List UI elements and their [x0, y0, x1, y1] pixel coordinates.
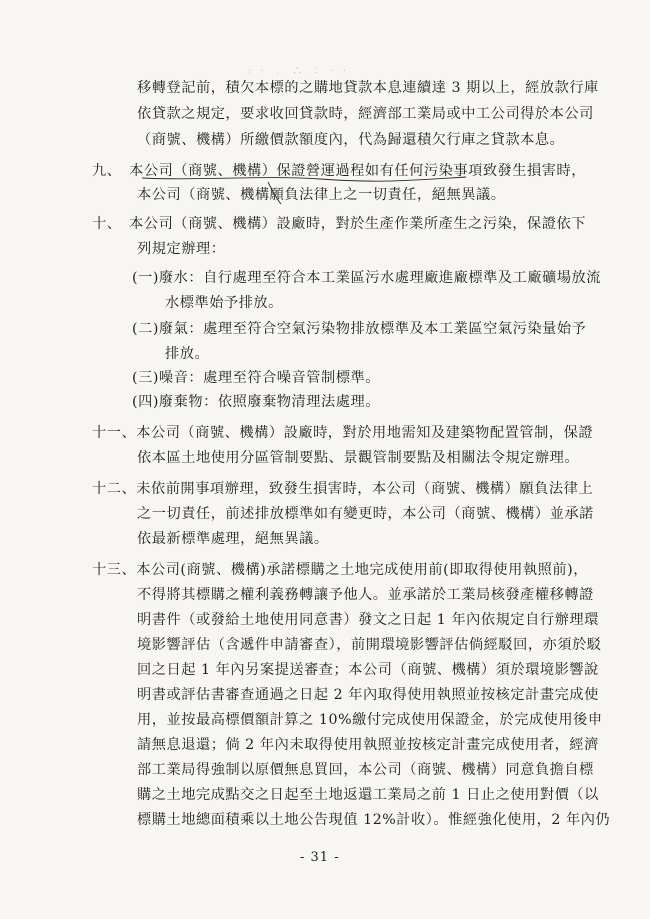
clause-13-line-10: 購之土地完成點交之日起至土地返還工業局之前 1 日止之使用對價（以 — [137, 787, 599, 803]
clause-13-line-4: 境影響評估（含遞件申請審查），前開環境影響評估倘經駁回，亦須於駁 — [137, 637, 602, 653]
clause-13-line-1: 十三、本公司(商號、機構)承諾標購之土地完成使用前(即取得使用執照前)， — [92, 562, 588, 578]
clause-11-line-1: 十一、本公司（商號、機構）設廠時，對於用地需知及建築物配置管制，保證 — [92, 425, 594, 441]
handwritten-underline — [140, 172, 470, 206]
text-line: 依貸款之規定，要求收回貸款時，經濟部工業局或中工公司得於本公司 — [137, 106, 594, 122]
clause-13-line-2: 不得將其標購之權利義務轉讓予他人。並承諾於工業局核發產權移轉證 — [137, 587, 594, 603]
clause-13-line-9: 部工業局得強制以原價無息買回，本公司（商號、機構）同意負擔自標 — [137, 762, 594, 778]
subclause-wastewater: (一)廢水：自行處理至符合本工業區污水處理廠進廠標準及工廠礦場放流 — [132, 270, 602, 286]
page-number: - 31 - — [300, 850, 340, 865]
clause-12-line-1: 十二、未依前開事項辦理，致發生損害時，本公司（商號、機構）願負法律上 — [92, 481, 594, 497]
subclause-waste: (四)廢棄物：依照廢棄物清理法處理。 — [132, 394, 380, 410]
clause-13-line-3: 明書件（或發給土地使用同意書）發文之日起 1 年內依規定自行辦理環 — [137, 612, 599, 628]
text-line: 移轉登記前，積欠本標的之購地貸款本息連續達 3 期以上，經放款行庫 — [137, 80, 599, 96]
clause-13-line-11: 標購土地總面積乘以土地公告現值 12%計收）。惟經強化使用，2 年內仍 — [137, 812, 611, 828]
clause-11-line-2: 依本區土地使用分區管制要點、景觀管制要點及相關法令規定辦理。 — [137, 450, 580, 466]
subclause-noise: (三)噪音：處理至符合噪音管制標準。 — [132, 370, 380, 386]
clause-13-line-6: 明書或評估書審查通過之日起 2 年內取得使用執照並按核定計畫完成使 — [137, 687, 599, 703]
subclause-exhaust: (二)廢氣：處理至符合空氣污染物排放標準及本工業區空氣污染量始予 — [132, 321, 587, 337]
clause-13-line-5: 回之日起 1 年內另案提送審查；本公司（商號、機構）須於環境影響說 — [137, 662, 599, 678]
clause-13-line-8: 請無息退還；倘 2 年內未取得使用執照並按核定計畫完成使用者，經濟 — [137, 737, 599, 753]
clause-12-line-2: 之一切責任，前述排放標準如有變更時，本公司（商號、機構）並承諾 — [137, 506, 594, 522]
subclause-exhaust-cont: 排放。 — [165, 346, 210, 362]
bleed-through-smudge: : · ﹒ ∴ ︰ · · — [248, 66, 349, 77]
clause-9-line-1: 九、 本公司（商號、機構）保證營運過程如有任何污染事項致發生損害時， — [92, 163, 586, 179]
subclause-wastewater-cont: 水標準始予排放。 — [165, 295, 283, 311]
clause-12-line-3: 依最新標準處理，絕無異議。 — [137, 531, 329, 547]
clause-13-line-7: 用，並按最高標價額計算之 10%繳付完成使用保證金，於完成使用後申 — [137, 712, 603, 728]
text-line: （商號、機構）所繳價款額度內，代為歸還積欠行庫之貸款本息。 — [137, 132, 565, 148]
clause-10-line-2: 列規定辦理： — [137, 241, 226, 257]
clause-10-line-1: 十、 本公司（商號、機構）設廠時，對於生產作業所產生之污染，保證依下 — [92, 216, 586, 232]
clause-9-line-2: 本公司（商號、機構願負法律上之一切責任，絕無異議。 — [137, 187, 506, 203]
